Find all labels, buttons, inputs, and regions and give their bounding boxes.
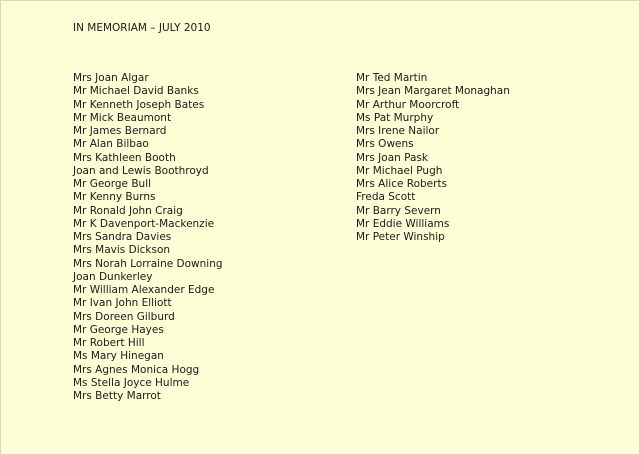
name-entry: Mrs Agnes Monica Hogg bbox=[73, 363, 200, 376]
name-entry: Mr Michael David Banks bbox=[73, 85, 199, 98]
name-entry: Mr Michael Pugh bbox=[356, 164, 443, 177]
name-entry: Mrs Mavis Dickson bbox=[73, 244, 171, 257]
name-entry: Mr Ronald John Craig bbox=[73, 204, 183, 217]
name-entry: Joan and Lewis Boothroyd bbox=[73, 164, 209, 177]
name-entry: Mr Eddie Williams bbox=[356, 217, 450, 230]
name-entry: Mr Ted Martin bbox=[356, 72, 428, 84]
name-entry: Mr Ivan John Elliott bbox=[73, 297, 172, 310]
name-entry: Mrs Alice Roberts bbox=[356, 178, 448, 190]
names-list-right bbox=[356, 72, 510, 244]
name-entry: Joan Dunkerley bbox=[73, 270, 153, 283]
name-entry: Mr Barry Severn bbox=[356, 204, 441, 217]
names-list-left bbox=[73, 72, 223, 403]
name-entry: Mr Alan Bilbao bbox=[73, 138, 149, 151]
name-entry: Mrs Sandra Davies bbox=[73, 231, 172, 243]
name-entry: Mr Robert Hill bbox=[73, 337, 145, 349]
name-entry: Mr Kenneth Joseph Bates bbox=[73, 98, 205, 111]
name-entry: Mrs Norah Lorraine Downing bbox=[73, 257, 223, 270]
name-entry: Ms Pat Murphy bbox=[356, 111, 434, 124]
name-entry: Mrs Betty Marrot bbox=[73, 390, 161, 402]
name-entry: Ms Stella Joyce Hulme bbox=[73, 376, 190, 389]
name-entry: Mrs Kathleen Booth bbox=[73, 151, 176, 164]
name-entry: Mr K Davenport-Mackenzie bbox=[73, 217, 215, 230]
name-entry: Mr Kenny Burns bbox=[73, 191, 156, 204]
name-entry: Mr Arthur Moorcroft bbox=[356, 98, 460, 111]
page-title: IN MEMORIAM – JULY 2010 bbox=[73, 22, 211, 34]
name-entry: Mr George Hayes bbox=[73, 323, 164, 336]
name-entry: Mr James Bernard bbox=[73, 125, 167, 137]
name-entry: Mr Peter Winship bbox=[356, 231, 445, 243]
name-entry: Mr George Bull bbox=[73, 178, 152, 190]
name-entry: Mrs Jean Margaret Monaghan bbox=[356, 85, 510, 98]
name-entry: Mrs Owens bbox=[356, 138, 414, 151]
name-entry: Mrs Doreen Gilburd bbox=[73, 310, 175, 323]
name-entry: Mrs Irene Nailor bbox=[356, 125, 440, 137]
name-entry: Mr Mick Beaumont bbox=[73, 111, 172, 124]
name-entry: Mr William Alexander Edge bbox=[73, 284, 215, 296]
name-entry: Mrs Joan Algar bbox=[73, 72, 149, 84]
name-entry: Freda Scott bbox=[356, 191, 416, 204]
name-entry: Ms Mary Hinegan bbox=[73, 350, 164, 363]
name-entry: Mrs Joan Pask bbox=[356, 151, 428, 164]
